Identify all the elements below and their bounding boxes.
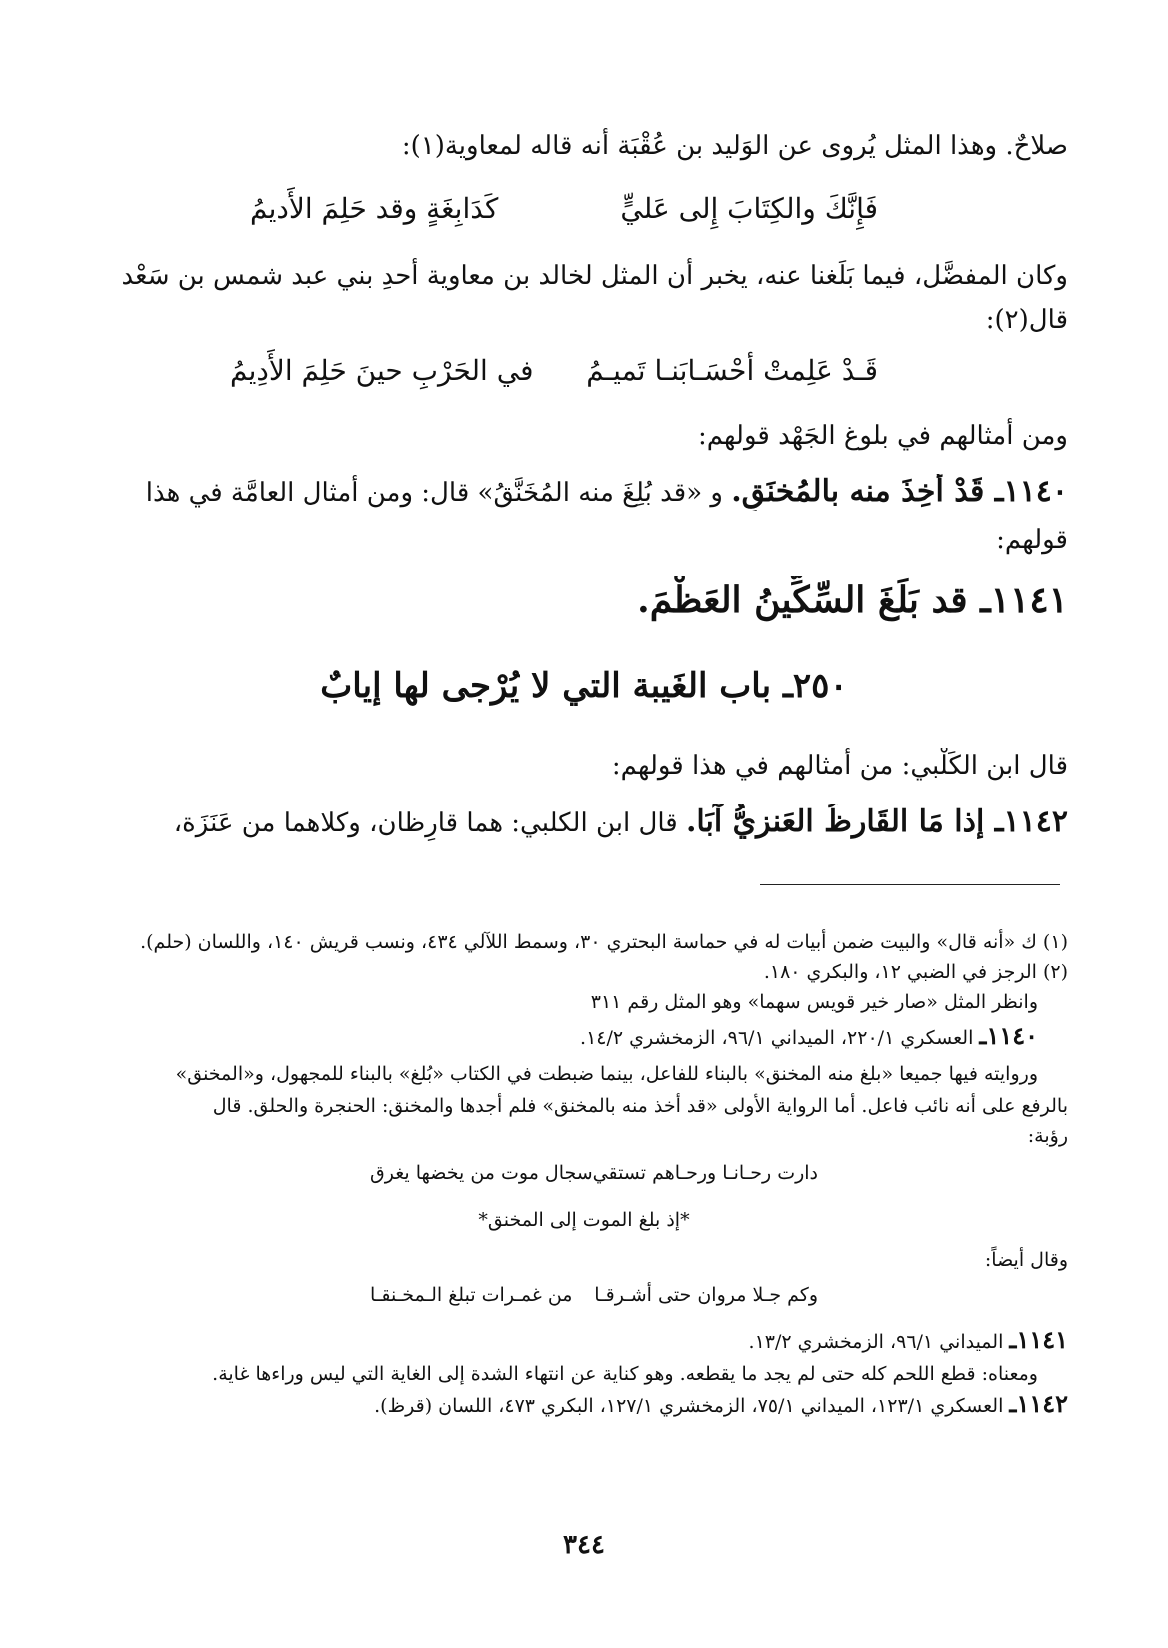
verse-hemistich-second: من غمـرات تبلغ الـمخـنقـا <box>370 1284 573 1306</box>
verse-hemistich-second: كَدَابِغَةٍ وقد حَلِمَ الأَديمُ <box>250 192 499 225</box>
verse-hemistich-first: فَإِنَّكَ والكِتَابَ إِلى عَليٍّ <box>620 192 878 225</box>
note-line: وروايته فيها جميعا «بلغ منه المخنق» بالبناء للفاعل، بينما ضبطت في الكتاب «بُلغ» بالبناء للمجهول، و«المخنق» <box>175 1063 1038 1085</box>
note-1142 <box>90 1390 1068 1420</box>
footnote: (١) ك «أنه قال» والبيت ضمن أبيات له في حماسة البحتري ٣٠، وسمط اللآلي ٤٣٤، ونسب قريش ١٤٠، واللسان (حلم). <box>140 931 1068 953</box>
proverb-commentary: قال ابن الكلبي: هما قارِظان، وكلاهما من عَنَزَة، <box>173 808 686 838</box>
note-text: العسكري ١٢٣/١، الميداني ٧٥/١، الزمخشري ١٢٧/١، البكري ٤٧٣، اللسان (قرظ). <box>374 1395 1010 1417</box>
note-line: وقال أيضاً: <box>984 1249 1068 1271</box>
body-line: وكان المفضَّل، فيما بَلَغنا عنه، يخبر أن المثل لخالد بن معاوية أحدِ بني عبد شمس بن سَعْد <box>121 261 1068 291</box>
note-verse <box>90 1284 1068 1314</box>
verse-hemistich-second: في الحَرْبِ حينَ حَلِمَ الأَدِيمُ <box>230 354 534 387</box>
chapter-heading: ٢٥٠ـ باب الغَيبة التي لا يُرْجى لها إيابٌ <box>320 666 848 706</box>
proverb-heading: ١١٤٢ـ إذا مَا القَارظُ العَنزيُّ آبَا. <box>685 804 1068 839</box>
note-text: العسكري ٢٢٠/١، الميداني ٩٦/١، الزمخشري ١٤/٢. <box>580 1027 980 1049</box>
note-1140 <box>90 1022 1038 1052</box>
note-1141 <box>90 1326 1068 1356</box>
note-line: ومعناه: قطع اللحم كله حتى لم يجد ما يقطعه. وهو كناية عن انتهاء الشدة إلى الغاية التي ليس وراءها غاية. <box>212 1363 1038 1385</box>
note-verse-single: *إذ بلغ الموت إلى المخنق* <box>478 1209 690 1231</box>
proverb-1140 <box>90 474 1068 511</box>
page-number: ٣٤٤ <box>563 1530 605 1560</box>
verse-hemistich-first: قَـدْ عَلِمتْ أحْسَـابَنـا تَميـمُ <box>586 354 878 387</box>
body-line: قال ابن الكَلْبي: من أمثالهم في هذا قولهم: <box>611 751 1068 781</box>
body-line: قولهم: <box>996 525 1068 555</box>
proverb-1141: ١١٤١ـ قد بَلَغَ السِّكِّينُ العَظْمَ. <box>637 579 1068 621</box>
note-text: الميداني ٩٦/١، الزمخشري ١٣/٢. <box>748 1331 1010 1353</box>
note-line: بالرفع على أنه نائب فاعل. أما الرواية الأولى «قد أخذ منه بالمخنق» فلم أجدها والمخنق: الحنجرة والحلق. قال <box>212 1095 1068 1117</box>
note-number: ١١٤١ـ <box>1009 1326 1068 1354</box>
footnote-separator <box>760 884 1060 885</box>
note-verse <box>90 1162 1068 1192</box>
verse <box>90 350 1068 392</box>
footnote: وانظر المثل «صار خير قويس سهما» وهو المثل رقم ٣١١ <box>590 991 1038 1013</box>
body-line: قال(٢): <box>985 305 1068 335</box>
footnote: (٢) الرجز في الضبي ١٢، والبكري ١٨٠. <box>763 961 1068 983</box>
note-number: ١١٤٢ـ <box>1009 1390 1068 1418</box>
proverb-commentary: و «قد بُلِغَ منه المُخَنَّقُ» قال: ومن أمثال العامَّة في هذا <box>145 478 732 508</box>
note-number: ١١٤٠ـ <box>979 1022 1038 1050</box>
verse-hemistich-second: سجال موت من يخضها يغرق <box>370 1162 593 1184</box>
verse <box>90 188 1068 230</box>
body-line: صلاحٌ. وهذا المثل يُروى عن الوَليد بن عُقْبَة أنه قاله لمعاوية(١): <box>401 131 1068 161</box>
body-line: ومن أمثالهم في بلوغ الجَهْد قولهم: <box>697 421 1068 451</box>
note-line: رؤبة: <box>1027 1125 1068 1147</box>
verse-hemistich-first: وكم جـلا مروان حتى أشـرقـا <box>594 1284 818 1306</box>
proverb-1142 <box>90 804 1068 841</box>
verse-hemistich-first: دارت رحـانـا ورحـاهم تستقي <box>592 1162 818 1184</box>
proverb-heading: ١١٤٠ـ قَدْ أُخِذَ منه بالمُخنَقِ. <box>731 474 1068 509</box>
